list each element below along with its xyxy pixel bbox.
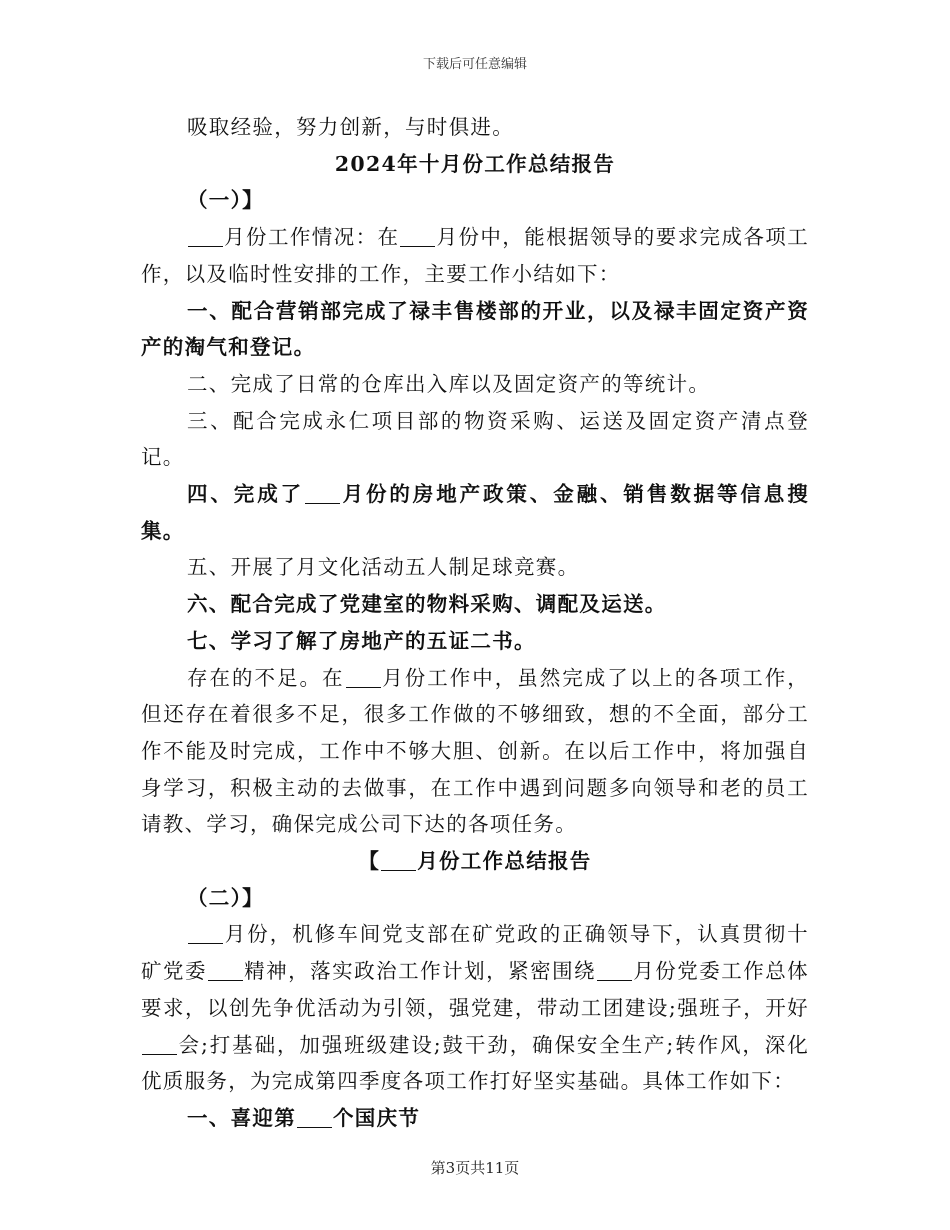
blank-field [142,1033,177,1055]
section-heading-1: （一）】 [187,188,264,213]
blank-field [188,226,223,248]
page-footer: 第3页共11页 [430,1159,520,1177]
list-item-3: 三、配合完成永仁项目部的物资采购、运送及固定资产清点登记。 [141,408,809,470]
blank-field [208,960,243,982]
list-item-4: 四、完成了 月份的房地产政策、金融、销售数据等信息搜集。 [141,482,809,543]
blank-field [188,923,223,945]
list-item-2: 二、完成了日常的仓库出入库以及固定资产的等统计。 [187,371,711,396]
document-body [141,109,809,1137]
section-heading-2: （二）】 [187,885,264,910]
subheading-national-day: 一、喜迎第 个国庆节 [187,1105,421,1130]
blank-field [297,1106,332,1128]
blank-field [305,483,340,505]
blank-field [381,850,416,872]
page-header: 下载后可任意编辑 [422,57,527,72]
paragraph-shortcomings: 存在的不足。在 月份工作中，虽然完成了以上的各项工作，但还存在着很多不足，很多工作做的不够细致，想的不全面，部分工作不能及时完成，工作中不够大胆、创新。在以后工作中，将加强自身学习，积极主动的去做事，在工作中遇到问题多向领导和老的员工请教、学习，确保完成公司下达的各项任务。 [141,665,809,837]
list-item-5: 五、开展了月文化活动五人制足球竞赛。 [187,555,580,580]
blank-field [346,666,381,688]
list-item-1: 一、配合营销部完成了禄丰售楼部的开业，以及禄丰固定资产资产的淘气和登记。 [141,298,809,360]
report-title: 2024年十月份工作总结报告 [334,151,616,176]
list-item-7: 七、学习了解了房地产的五证二书。 [187,628,536,653]
blank-field [597,960,632,982]
list-item-6: 六、配合完成了党建室的物料采购、调配及运送。 [187,592,667,617]
paragraph-party-work: 月份，机修车间党支部在矿党政的正确领导下，认真贯彻十矿党委 精神，落实政治工作计划，紧密围绕 月份党委工作总体要求，以创先争优活动为引领，强党建，带动工团建设;强班子，开好会;打基础，加强班级建设;鼓干劲，确保安全生产;转作风，深化优质服务，为完成第四季度各项工作打好坚实基础。具体工作如下： [141,922,809,1094]
paragraph-intro: 吸取经验，努力创新，与时俱进。 [187,115,514,139]
blank-field [400,226,435,248]
report-title-2: 【 月份工作总结报告 [358,849,592,874]
paragraph-work-status: 月份工作情况：在 月份中，能根据领导的要求完成各项工作，以及临时性安排的工作，主要工作小结如下： [141,225,809,286]
